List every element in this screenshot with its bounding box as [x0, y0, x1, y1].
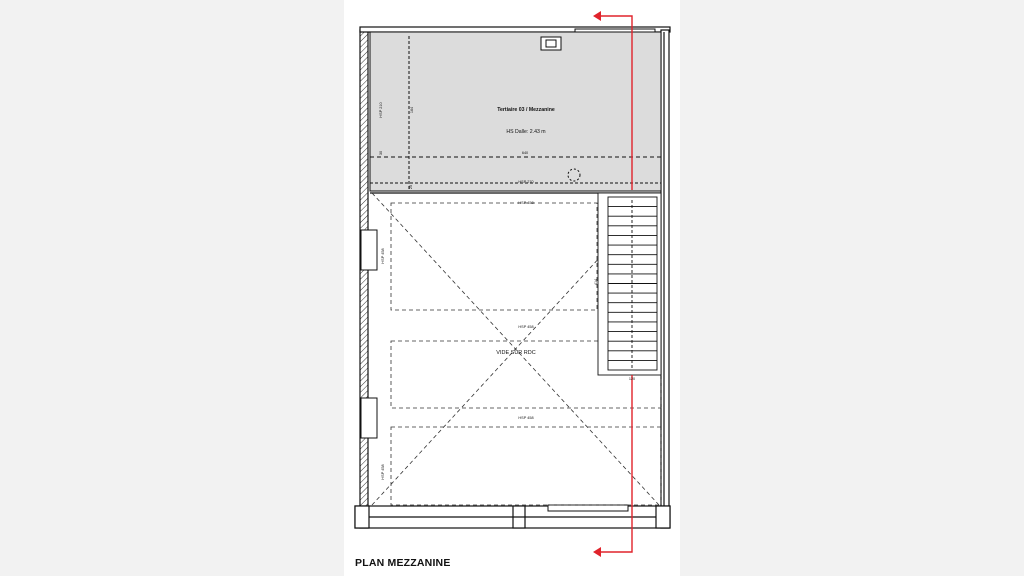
dim-small-offset: 30	[379, 150, 383, 156]
section-arrow-bottom-icon	[593, 547, 601, 557]
dim-mezz-width: 640	[521, 151, 529, 155]
hsp-458-left-bottom-label: HSP 458	[381, 464, 385, 480]
room-height: HS Dalle: 2.43 m	[506, 129, 546, 135]
room-name: Tertiaire 03 / Mezzanine	[497, 107, 555, 113]
void-panel-1	[391, 203, 597, 310]
hsp-458-lower-label: HSP 458	[518, 416, 534, 420]
window-bottom	[548, 505, 628, 511]
dim-mezz-depth: 164	[410, 106, 414, 114]
dim-stair-width: 120	[628, 377, 636, 381]
dim-stair-length: 414	[594, 278, 598, 286]
left-wall	[360, 30, 368, 528]
hsp-270-label: HSP 270	[518, 180, 534, 184]
bottom-left-pillar	[355, 506, 369, 528]
right-wall	[661, 30, 669, 528]
section-arrow-top-icon	[593, 11, 601, 21]
chimney-inner-icon	[546, 40, 556, 47]
void-panel-3	[391, 427, 661, 505]
dim-rail-offset: 25	[409, 184, 413, 190]
hsp-458-label: HSP 458	[518, 201, 534, 205]
hsp-210-label: HSP 210	[379, 102, 383, 118]
staircase	[598, 193, 661, 375]
hsp-458-left-top-label: HSP 458	[381, 248, 385, 264]
window-left-2	[361, 398, 377, 438]
window-left-1	[361, 230, 377, 270]
void-label: VIDE SUR RDC	[496, 350, 536, 356]
hsp-458-center-label: HSP 458	[518, 325, 534, 329]
bottom-right-pillar	[656, 506, 670, 528]
plan-title: PLAN MEZZANINE	[355, 557, 451, 569]
